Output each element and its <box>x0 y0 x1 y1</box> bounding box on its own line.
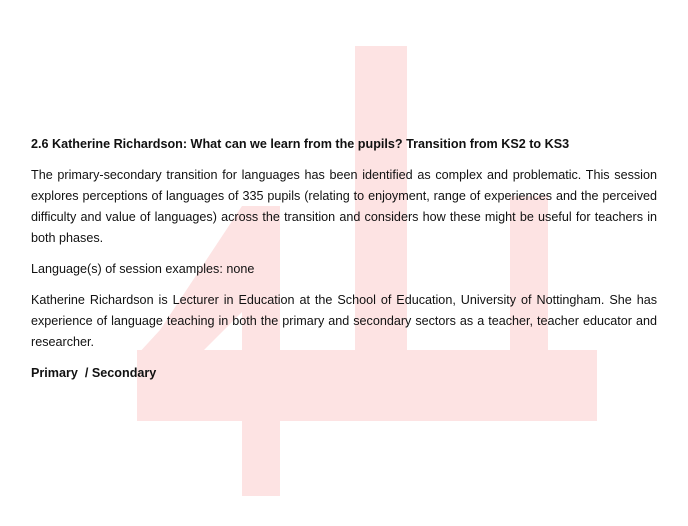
session-languages: Language(s) of session examples: none <box>31 262 255 276</box>
session-phases: Primary / Secondary <box>31 366 157 380</box>
session-description: The primary-secondary transition for languages has been identified as complex and problematic. This session explores perceptions of languages of 335 pupils (relating to enjoyment, range of experiences and the perceived difficulty and value of languages) across the transition and considers how these might be useful for teachers in both phases. <box>31 168 657 245</box>
session-entry <box>31 134 657 384</box>
session-title: 2.6 Katherine Richardson: What can we learn from the pupils? Transition from KS2 to KS3 <box>31 137 570 151</box>
presenter-bio: Katherine Richardson is Lecturer in Education at the School of Education, University of Nottingham. She has experience of language teaching in both the primary and secondary sectors as a teacher, teacher educator and researcher. <box>31 293 657 349</box>
